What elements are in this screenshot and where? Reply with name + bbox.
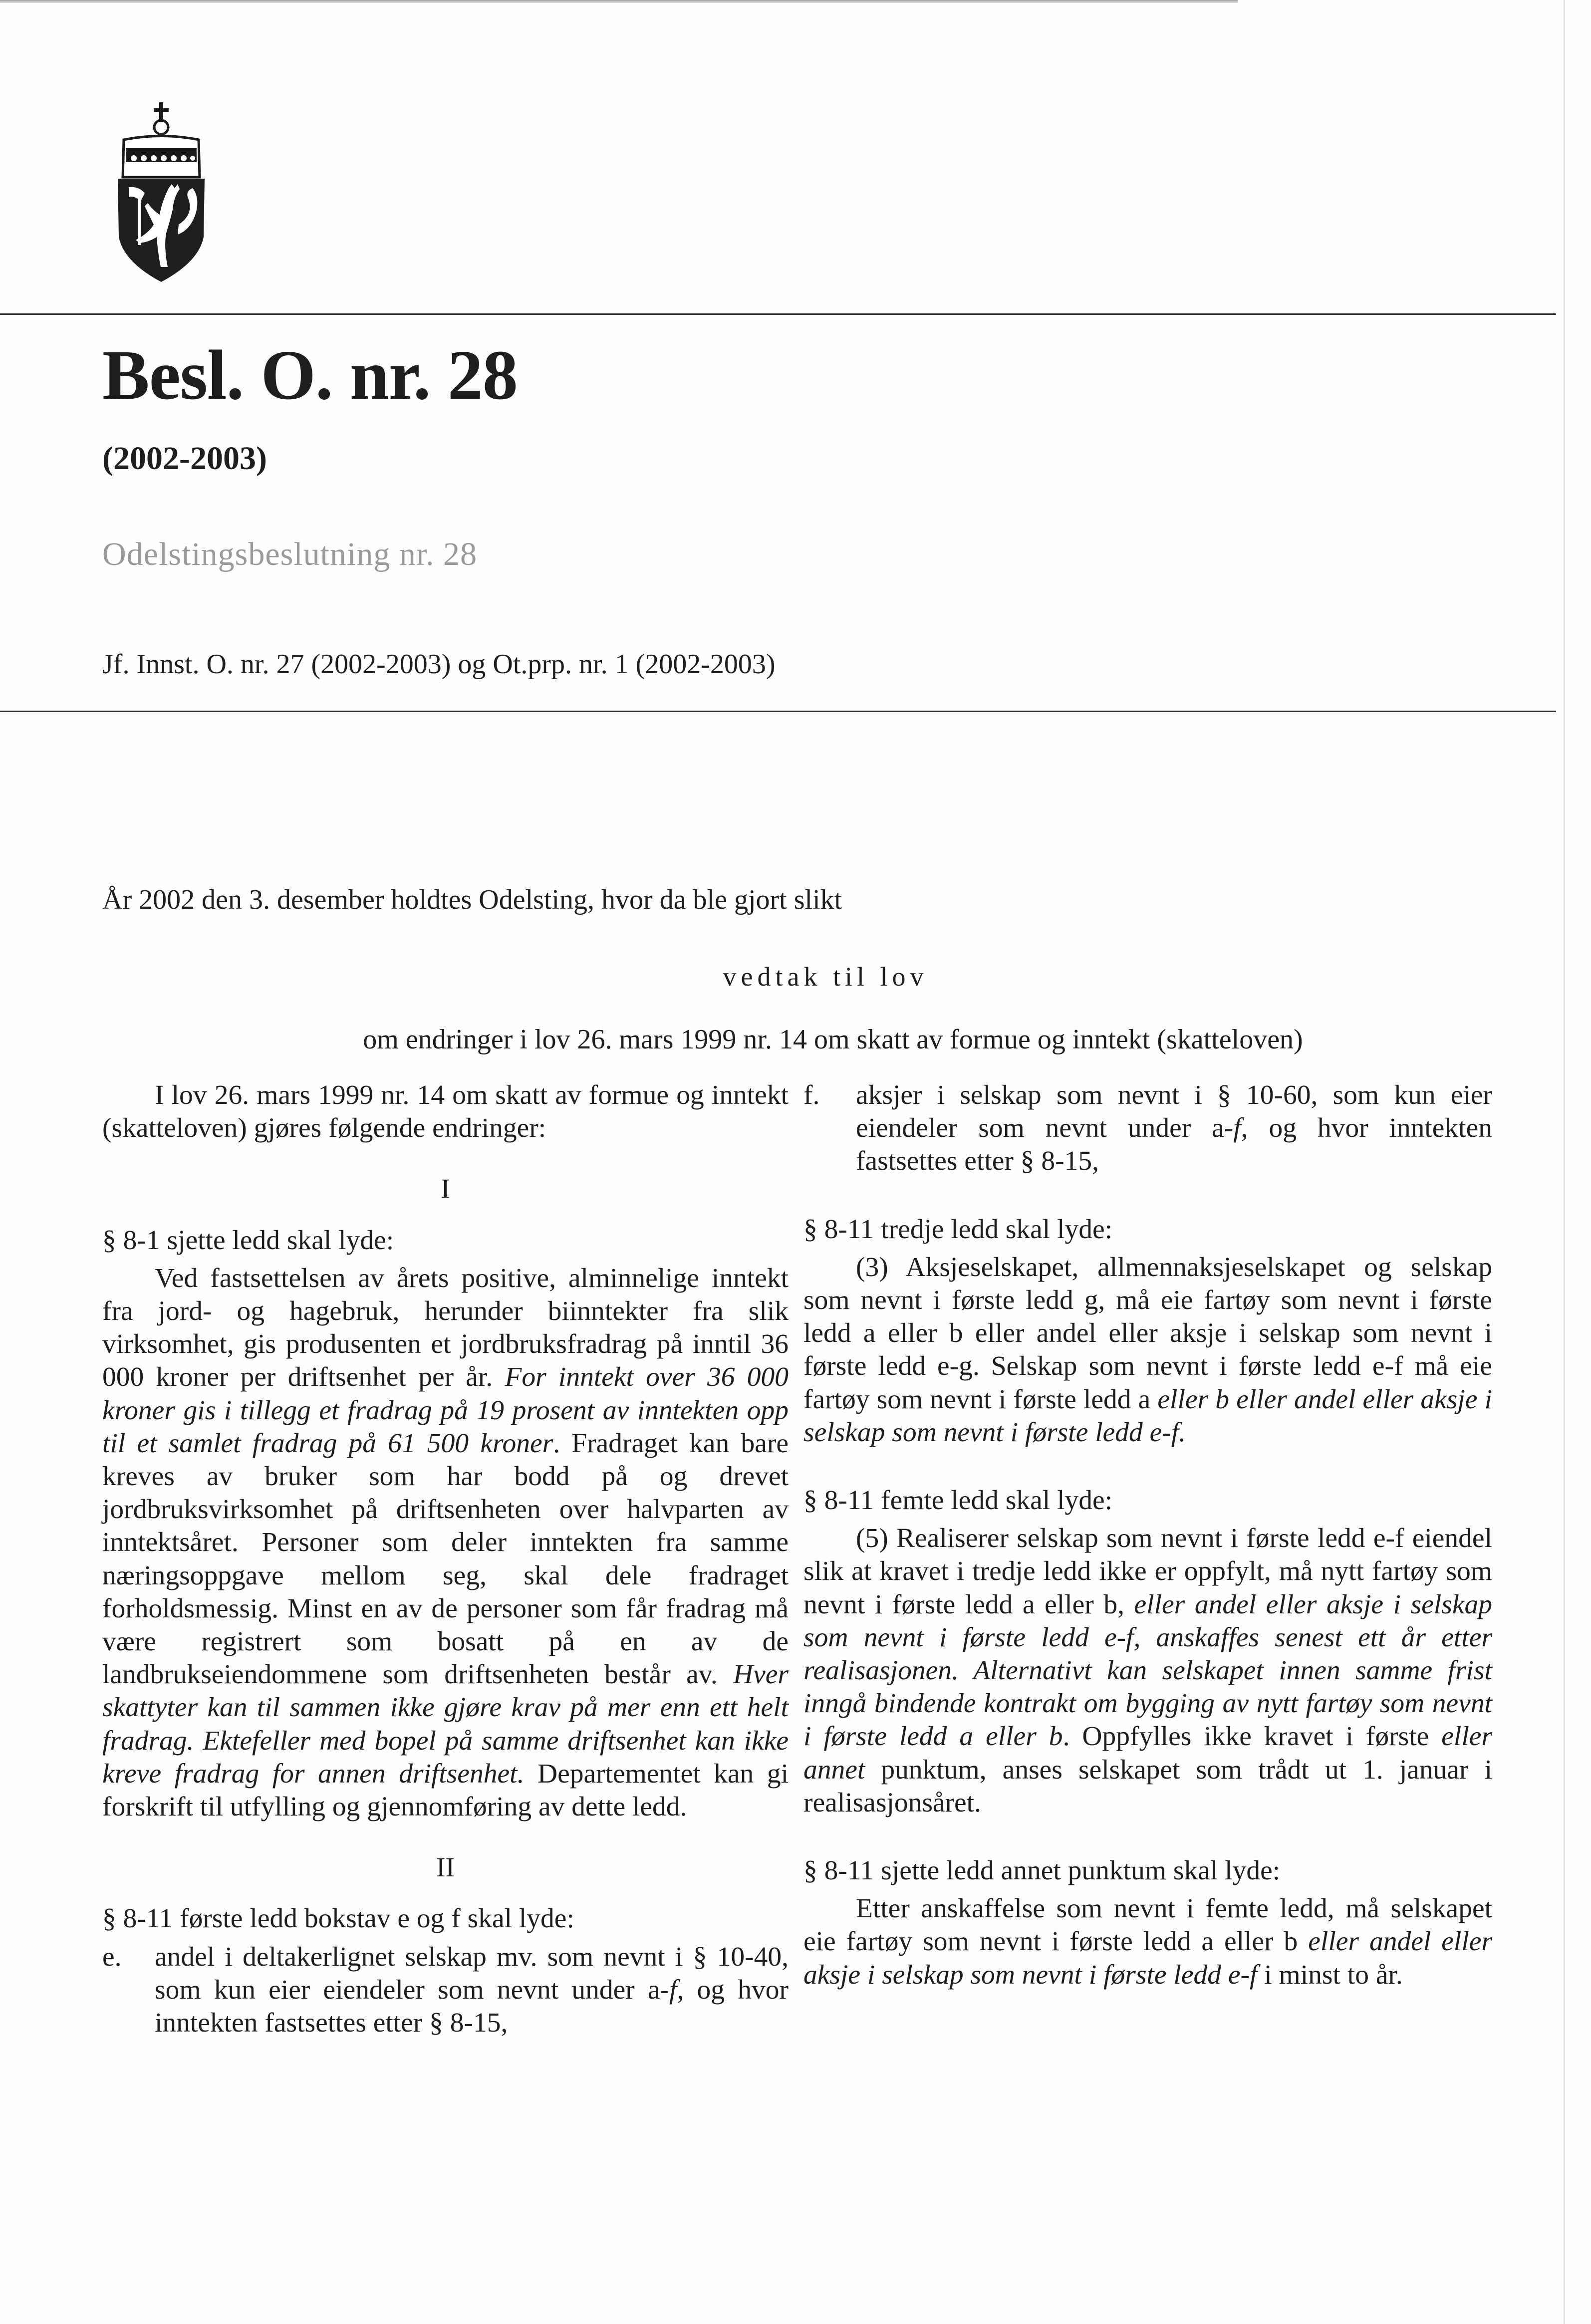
section-8-11-sixth-text — [803, 1892, 1492, 1992]
text-run: (5) Realiserer selskap som nevnt i første ledd e-f eiendel slik at kravet i tredje ledd ikke er oppfylt, må nytt fartøy som nevnt i første ledd a eller b, — [803, 1523, 1492, 1620]
law-title: om endringer i lov 26. mars 1999 nr. 14 om skatt av formue og inntekt (skatteloven) — [363, 1024, 1303, 1055]
item-label: e. — [102, 1941, 122, 1972]
section-8-11-fifth-heading: § 8-11 femte ledd skal lyde: — [803, 1485, 1113, 1516]
section-8-1-text — [102, 1262, 789, 1823]
italic-run: eller b eller andel eller aksje i selskap som nevnt i første ledd e-f. — [803, 1384, 1492, 1448]
item-label: f. — [803, 1080, 820, 1110]
italic-run: f — [669, 1974, 677, 2005]
scan-edge-right — [1564, 0, 1565, 2324]
text-run: (3) Aksjeselskapet, allmennaksjeselskapet og selskap som nevnt i første ledd g, må eie fartøy som nevnt i første ledd a eller b eller andel eller aksje i selskap som nevnt i første ledd e-g. Selskap som nevnt i første ledd e-f må eie fartøy som nevnt i første ledd a — [803, 1252, 1492, 1415]
section-8-11-third-heading: § 8-11 tredje ledd skal lyde: — [803, 1214, 1113, 1245]
list-item-e — [102, 1941, 789, 2040]
decision-heading: vedtak til lov — [723, 962, 928, 992]
section-8-11-fifth-text — [803, 1522, 1492, 1819]
opening-paragraph: I lov 26. mars 1999 nr. 14 om skatt av formue og inntekt (skatteloven) gjøres følgende endringer: — [102, 1080, 789, 1144]
scan-edge-top — [0, 0, 1238, 3]
item-text — [155, 1941, 789, 2040]
coat-of-arms-icon — [114, 102, 209, 282]
part-heading-i: I — [441, 1174, 450, 1205]
document-subtitle: Odelstingsbeslutning nr. 28 — [102, 536, 478, 572]
italic-run: For inntekt over 36 000 kroner gis i tillegg et fradrag på 19 prosent av inntekten opp til et samlet fradrag på 61 500 kroner — [102, 1362, 789, 1459]
italic-run: f — [1233, 1113, 1241, 1144]
right-column — [803, 1079, 1492, 1992]
reference-line: Jf. Innst. O. nr. 27 (2002-2003) og Ot.prp. nr. 1 (2002-2003) — [102, 649, 776, 680]
section-8-11-sixth-heading: § 8-11 sjette ledd annet punktum skal lyde: — [803, 1855, 1281, 1886]
header-rule-bottom — [0, 711, 1556, 712]
left-column — [102, 1079, 789, 2040]
text-run: . Fradraget kan bare kreves av bruker som har bodd på og drevet jordbruksvirksomhet på driftsenheten over halvparten av inntektsåret. Personer som deler inntekten fra samme næringsoppgave mellom seg, skal dele fradraget forholdsmessig. Minst en av de personer som får fradrag må være registrert som bosatt på en av de landbrukseiendommene som driftsenheten består av. — [102, 1428, 789, 1690]
part-heading-ii: II — [436, 1852, 455, 1883]
text-run: andel i deltakerlignet selskap mv. som nevnt i § 10-40, som kun eier eiendeler som nevnt under a- — [155, 1941, 789, 2005]
header-rule-top — [0, 313, 1556, 315]
text-run: Etter anskaffelse som nevnt i femte ledd, må selskapet eie fartøy som nevnt i første ledd a eller b — [803, 1893, 1492, 1957]
text-run: punktum, anses selskapet som trådt ut 1. januar i realisasjonsåret. — [803, 1754, 1492, 1818]
text-run: , og hvor inntekten fastsettes etter § 8-15, — [856, 1113, 1492, 1177]
italic-run: eller andel eller aksje i selskap som nevnt i første ledd e-f — [803, 1926, 1492, 1990]
text-run: . Oppfylles ikke kravet i første — [1062, 1721, 1442, 1752]
italic-run: Hver skattyter kan til sammen ikke gjøre krav på mer enn ett helt fradrag. Ektefeller med bopel på samme driftsenhet kan ikke kreve fradrag for annen driftsenhet. — [102, 1659, 789, 1789]
italic-run: eller annet — [803, 1721, 1492, 1785]
item-text — [856, 1079, 1492, 1178]
section-8-11-third-text — [803, 1251, 1492, 1449]
text-run: , og hvor inntekten fastsettes etter § 8-15, — [155, 1974, 789, 2039]
intro-sentence: År 2002 den 3. desember holdtes Odelsting, hvor da ble gjort slikt — [102, 884, 842, 915]
section-8-11-first-heading: § 8-11 første ledd bokstav e og f skal lyde: — [102, 1903, 574, 1934]
text-run: i minst to år. — [1257, 1959, 1403, 1990]
session-years: (2002-2003) — [102, 440, 267, 477]
section-8-1-heading: § 8-1 sjette ledd skal lyde: — [102, 1225, 394, 1256]
text-run: Departementet kan gi forskrift til utfylling og gjennomføring av dette ledd. — [102, 1758, 789, 1822]
text-run: Ved fastsettelsen av årets positive, alminnelige inntekt fra jord- og hagebruk, herunder biinntekter fra slik virksomhet, gis produsenten et jordbruksfradrag på inntil 36 000 kroner per driftsenhet per år. — [102, 1263, 789, 1393]
text-run: aksjer i selskap som nevnt i § 10-60, som kun eier eiendeler som nevnt under a- — [856, 1080, 1492, 1144]
list-item-f — [803, 1079, 1492, 1178]
italic-run: eller andel eller aksje i selskap som nevnt i første ledd e-f, anskaffes senest ett år etter realisasjonen. Alternativt kan selskapet innen samme frist inngå bindende kontrakt om bygging av nytt fartøy som nevnt i første ledd a eller b — [803, 1589, 1492, 1752]
document-title: Besl. O. nr. 28 — [102, 335, 518, 414]
